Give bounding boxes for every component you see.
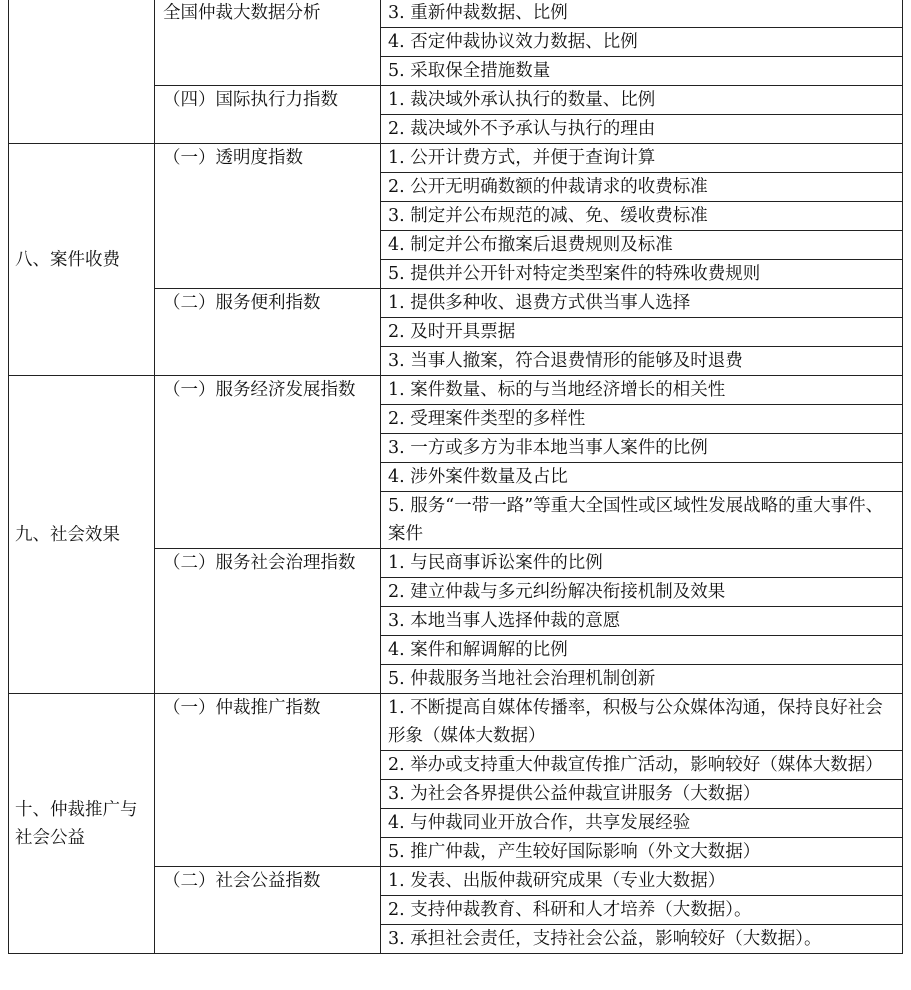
indicator-cell: 1. 不断提高自媒体传播率，积极与公众媒体沟通，保持良好社会形象（媒体大数据） bbox=[381, 694, 903, 751]
category-cell bbox=[9, 0, 155, 144]
indicator-cell: 5. 推广仲裁，产生较好国际影响（外文大数据） bbox=[381, 838, 903, 867]
indicator-cell: 2. 举办或支持重大仲裁宣传推广活动，影响较好（媒体大数据） bbox=[381, 751, 903, 780]
index-table bbox=[8, 0, 903, 954]
subcategory-cell: （一）仲裁推广指数 bbox=[155, 694, 381, 867]
category-cell: 八、案件收费 bbox=[9, 144, 155, 376]
indicator-cell: 2. 及时开具票据 bbox=[381, 318, 903, 347]
indicator-cell: 2. 支持仲裁教育、科研和人才培养（大数据）。 bbox=[381, 896, 903, 925]
subcategory-cell: （二）服务便利指数 bbox=[155, 289, 381, 376]
subcategory-cell: 全国仲裁大数据分析 bbox=[155, 0, 381, 86]
indicator-cell: 3. 承担社会责任，支持社会公益，影响较好（大数据）。 bbox=[381, 925, 903, 954]
indicator-cell: 3. 一方或多方为非本地当事人案件的比例 bbox=[381, 434, 903, 463]
subcategory-cell: （二）服务社会治理指数 bbox=[155, 549, 381, 694]
indicator-cell: 4. 案件和解调解的比例 bbox=[381, 636, 903, 665]
indicator-cell: 4. 否定仲裁协议效力数据、比例 bbox=[381, 28, 903, 57]
indicator-cell: 3. 当事人撤案，符合退费情形的能够及时退费 bbox=[381, 347, 903, 376]
table-row bbox=[9, 0, 903, 28]
table-row bbox=[9, 694, 903, 751]
indicator-cell: 2. 裁决域外不予承认与执行的理由 bbox=[381, 115, 903, 144]
category-cell: 九、社会效果 bbox=[9, 376, 155, 694]
indicator-cell: 3. 为社会各界提供公益仲裁宣讲服务（大数据） bbox=[381, 780, 903, 809]
indicator-cell: 3. 本地当事人选择仲裁的意愿 bbox=[381, 607, 903, 636]
indicator-cell: 2. 受理案件类型的多样性 bbox=[381, 405, 903, 434]
indicator-cell: 3. 制定并公布规范的减、免、缓收费标准 bbox=[381, 202, 903, 231]
subcategory-cell: （二）社会公益指数 bbox=[155, 867, 381, 954]
indicator-cell: 1. 提供多种收、退费方式供当事人选择 bbox=[381, 289, 903, 318]
indicator-cell: 1. 公开计费方式，并便于查询计算 bbox=[381, 144, 903, 173]
indicator-cell: 4. 与仲裁同业开放合作，共享发展经验 bbox=[381, 809, 903, 838]
indicator-cell: 4. 制定并公布撤案后退费规则及标准 bbox=[381, 231, 903, 260]
subcategory-cell: （一）服务经济发展指数 bbox=[155, 376, 381, 549]
indicator-cell: 5. 提供并公开针对特定类型案件的特殊收费规则 bbox=[381, 260, 903, 289]
indicator-cell: 3. 重新仲裁数据、比例 bbox=[381, 0, 903, 28]
subcategory-cell: （一）透明度指数 bbox=[155, 144, 381, 289]
indicator-cell: 4. 涉外案件数量及占比 bbox=[381, 463, 903, 492]
indicator-cell: 5. 仲裁服务当地社会治理机制创新 bbox=[381, 665, 903, 694]
table-row bbox=[9, 376, 903, 405]
indicator-cell: 2. 公开无明确数额的仲裁请求的收费标准 bbox=[381, 173, 903, 202]
table-row bbox=[9, 144, 903, 173]
indicator-cell: 5. 服务“一带一路”等重大全国性或区域性发展战略的重大事件、案件 bbox=[381, 492, 903, 549]
indicator-cell: 1. 裁决域外承认执行的数量、比例 bbox=[381, 86, 903, 115]
indicator-cell: 1. 案件数量、标的与当地经济增长的相关性 bbox=[381, 376, 903, 405]
indicator-cell: 5. 采取保全措施数量 bbox=[381, 57, 903, 86]
indicator-cell: 1. 发表、出版仲裁研究成果（专业大数据） bbox=[381, 867, 903, 896]
subcategory-cell: （四）国际执行力指数 bbox=[155, 86, 381, 144]
category-cell: 十、仲裁推广与社会公益 bbox=[9, 694, 155, 954]
indicator-cell: 1. 与民商事诉讼案件的比例 bbox=[381, 549, 903, 578]
indicator-cell: 2. 建立仲裁与多元纠纷解决衔接机制及效果 bbox=[381, 578, 903, 607]
